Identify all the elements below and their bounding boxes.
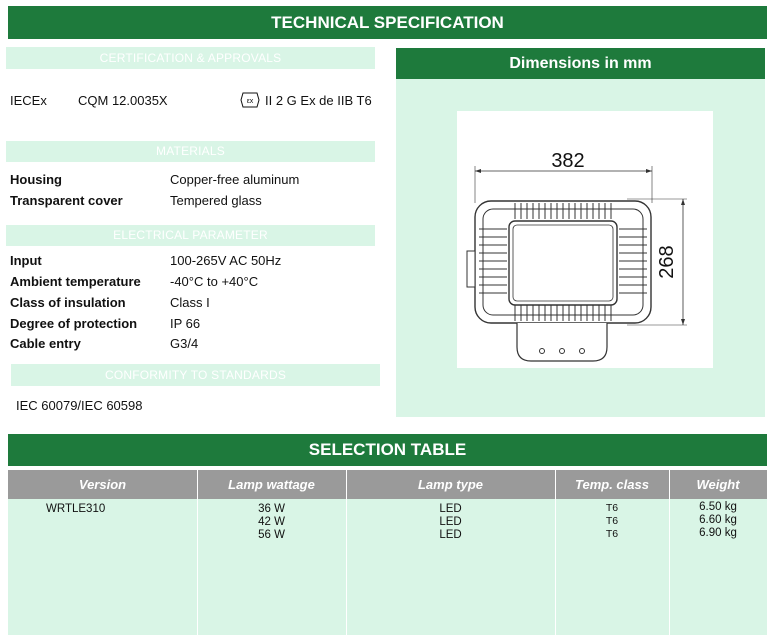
table-header — [8, 470, 767, 499]
row-value: IP 66 — [170, 316, 201, 331]
version-cell: WRTLE310 — [46, 503, 106, 515]
row-label: Transparent cover — [10, 193, 123, 208]
weight-value: 6.50 kg — [699, 501, 737, 513]
electrical-row-cable — [10, 336, 380, 352]
dimension-drawing — [457, 111, 713, 368]
column-header-type: Lamp type — [417, 477, 483, 492]
selection-header — [8, 434, 767, 466]
svg-text:εx: εx — [246, 98, 254, 105]
dimensions-header — [396, 48, 765, 79]
cert-marking: II 2 G Ex de IIB T6 — [265, 93, 372, 108]
row-label: Degree of protection — [10, 316, 138, 331]
certification-title: CERTIFICATION & APPROVALS — [99, 51, 282, 65]
column-divider — [197, 470, 198, 635]
cert-number: CQM 12.0035X — [78, 93, 168, 108]
type-value: LED — [439, 516, 462, 528]
row-value: Copper-free aluminum — [170, 172, 300, 187]
weight-value: 6.90 kg — [699, 527, 737, 539]
row-label: Cable entry — [10, 336, 81, 351]
certification-bar — [6, 47, 375, 69]
type-value: LED — [439, 529, 462, 541]
height-dimension-label: 268 — [656, 245, 678, 279]
row-label: Class of insulation — [10, 295, 126, 310]
spec-title: TECHNICAL SPECIFICATION — [271, 13, 504, 32]
column-header-wattage: Lamp wattage — [228, 477, 315, 492]
type-value: LED — [439, 503, 462, 515]
row-value: 100-265V AC 50Hz — [170, 253, 282, 268]
weight-value: 6.60 kg — [699, 514, 737, 526]
electrical-row-input — [10, 253, 380, 269]
column-divider — [346, 470, 347, 635]
row-label: Ambient temperature — [10, 274, 141, 289]
row-value: G3/4 — [170, 336, 199, 351]
spec-header — [8, 6, 767, 39]
lamp-drawing-icon — [457, 111, 713, 368]
row-label: Housing — [10, 172, 62, 187]
wattage-value: 36 W — [258, 503, 285, 515]
cert-scheme: IECEx — [10, 93, 47, 108]
conformity-value: IEC 60079/IEC 60598 — [16, 398, 143, 413]
row-label: Input — [10, 253, 42, 268]
width-dimension-label: 382 — [551, 150, 585, 172]
ex-mark-icon — [240, 92, 260, 111]
selection-title: SELECTION TABLE — [308, 440, 467, 459]
temp-value: T6 — [605, 502, 619, 514]
row-value: Class I — [170, 295, 210, 310]
type-cell — [346, 503, 555, 542]
temp-value: T6 — [605, 528, 619, 540]
temp-cell — [555, 502, 669, 541]
weight-cell — [669, 501, 767, 540]
column-divider — [555, 470, 556, 635]
electrical-title: ELECTRICAL PARAMETER — [113, 228, 268, 242]
conformity-title: CONFORMITY TO STANDARDS — [104, 368, 287, 382]
wattage-cell — [197, 503, 346, 542]
materials-bar — [6, 141, 375, 162]
row-value: -40°C to +40°C — [170, 274, 259, 289]
row-value: Tempered glass — [170, 193, 262, 208]
materials-row-cover — [10, 193, 380, 209]
dimensions-title: Dimensions in mm — [509, 55, 652, 72]
wattage-value: 42 W — [258, 516, 285, 528]
certification-row — [10, 93, 380, 109]
wattage-value: 56 W — [258, 529, 285, 541]
electrical-row-protection — [10, 316, 380, 332]
electrical-row-insulation — [10, 295, 380, 311]
column-header-weight: Weight — [696, 477, 740, 492]
temp-value: T6 — [605, 515, 619, 527]
materials-row-housing — [10, 172, 380, 188]
table-row — [46, 503, 166, 516]
column-header-temp: Temp. class — [575, 477, 649, 492]
conformity-row — [16, 398, 376, 414]
conformity-bar — [11, 364, 380, 386]
electrical-row-ambient — [10, 274, 380, 290]
materials-title: MATERIALS — [156, 144, 225, 158]
electrical-bar — [6, 225, 375, 246]
column-header-version: Version — [78, 477, 127, 492]
column-divider — [669, 470, 670, 635]
